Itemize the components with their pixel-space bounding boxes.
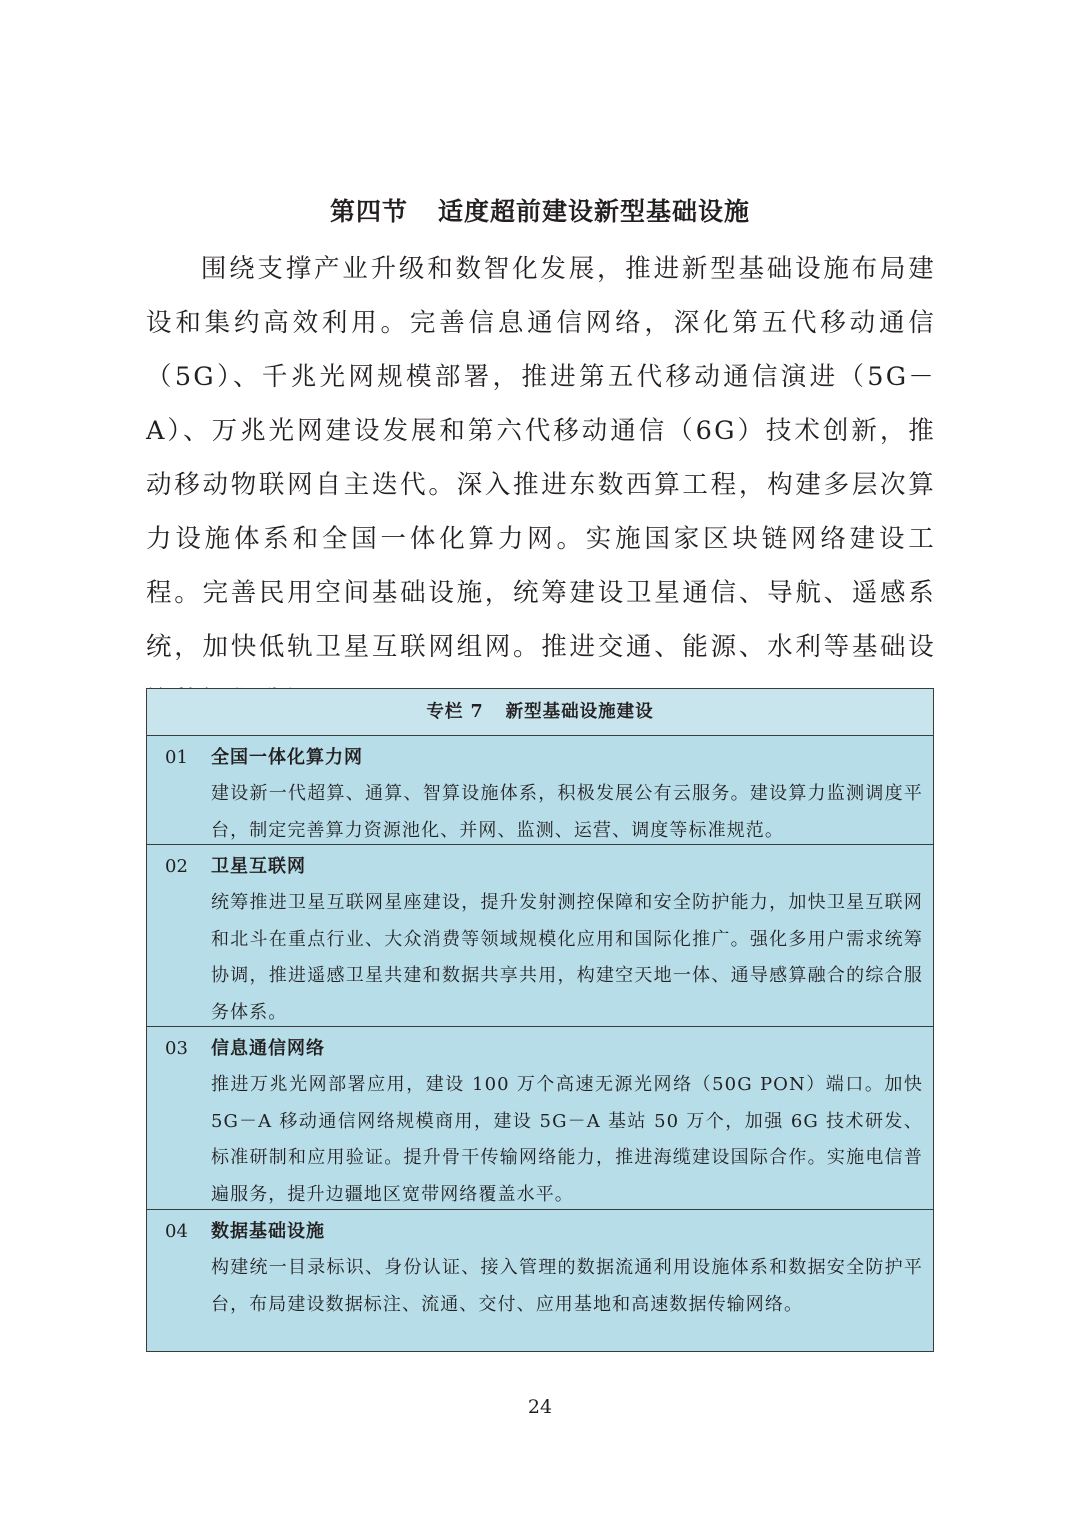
item-title: 卫星互联网	[211, 856, 306, 877]
item-number: 04	[165, 1221, 188, 1242]
item-body: 建设新一代超算、通算、智算设施体系，积极发展公有云服务。建设算力监测调度平台，制定完善算力资源池化、并网、监测、运营、调度等标准规范。	[211, 783, 923, 841]
box-title: 新型基础设施建设	[505, 702, 654, 722]
item-body: 统筹推进卫星互联网星座建设，提升发射测控保障和安全防护能力，加快卫星互联网和北斗在重点行业、大众消费等领域规模化应用和国际化推广。强化多用户需求统筹协调，推进遥感卫星共建和数据共享共用，构建空天地一体、通导感算融合的综合服务体系。	[211, 892, 923, 1023]
section-title: 适度超前建设新型基础设施	[438, 197, 751, 226]
item-body: 推进万兆光网部署应用，建设 100 万个高速无源光网络（50G PON）端口。加快 5G－A 移动通信网络规模商用，建设 5G－A 基站 50 万个，加强 6G 技术研发、标准研制和应用验证。提升骨干传输网络能力，推进海缆建设国际合作。实施电信普遍服务，提升边疆地区宽带网络覆盖水平。	[211, 1074, 923, 1205]
item-number: 02	[165, 856, 188, 877]
item-number: 03	[165, 1038, 188, 1059]
box-label: 专栏 7	[426, 702, 484, 722]
section-number: 第四节	[329, 197, 408, 226]
body-paragraph: 围绕支撑产业升级和数智化发展，推进新型基础设施布局建设和集约高效利用。完善信息通信网络，深化第五代移动通信（5G）、千兆光网规模部署，推进第五代移动通信演进（5G－A）、万兆光网建设发展和第六代移动通信（6G）技术创新，推动移动物联网自主迭代。深入推进东数西算工程，构建多层次算力设施体系和全国一体化算力网。实施国家区块链网络建设工程。完善民用空间基础设施，统筹建设卫星通信、导航、遥感系统，加快低轨卫星互联网组网。推进交通、能源、水利等基础设	[146, 254, 936, 662]
page-number: 24	[527, 1396, 553, 1418]
item-title: 全国一体化算力网	[211, 747, 363, 768]
special-column-box	[146, 688, 934, 1352]
box-header	[147, 689, 933, 736]
item-title: 数据基础设施	[211, 1221, 325, 1242]
box-item	[147, 736, 933, 845]
item-number: 01	[165, 747, 188, 768]
box-item	[147, 845, 933, 1027]
box-item	[147, 1027, 933, 1210]
item-body: 构建统一目录标识、身份认证、接入管理的数据流通利用设施体系和数据安全防护平台，布局建设数据标注、流通、交付、应用基地和高速数据传输网络。	[211, 1257, 923, 1315]
box-item	[147, 1210, 933, 1351]
section-heading	[0, 192, 1080, 232]
item-title: 信息通信网络	[211, 1038, 325, 1059]
